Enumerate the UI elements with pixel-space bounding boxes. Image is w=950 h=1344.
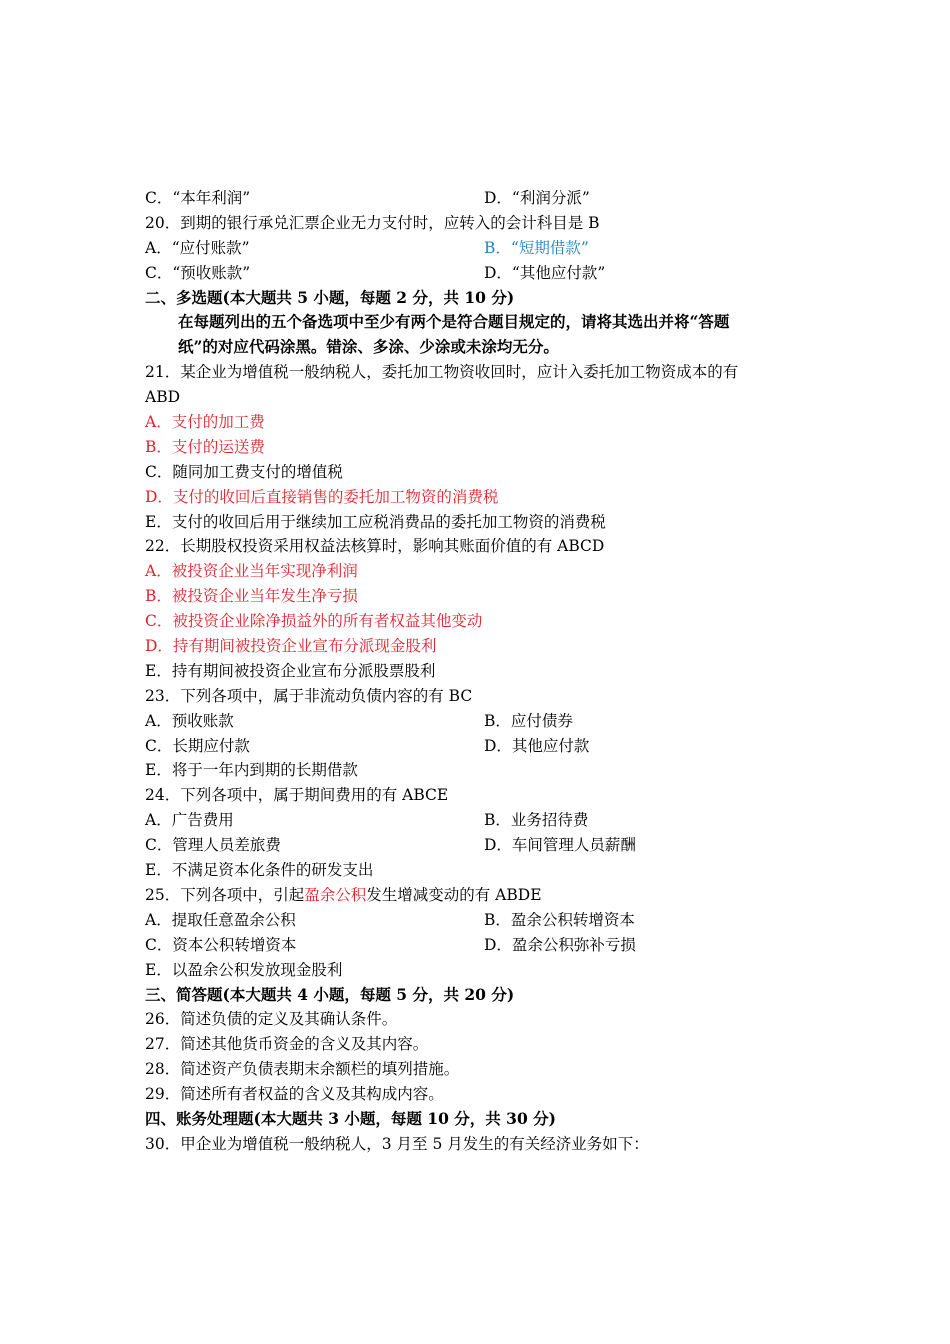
option-b-answer: B．被投资企业当年发生净亏损 [145, 587, 358, 606]
option-d: D．盈余公积弥补亏损 [484, 935, 636, 954]
question-30: 30．甲企业为增值税一般纳税人，3 月至 5 月发生的有关经济业务如下： [145, 1134, 649, 1153]
question-25-prefix: 25．下列各项中，引起 [145, 885, 305, 904]
section-heading: 三、简答题(本大题共 4 小题，每题 5 分，共 20 分) [145, 984, 515, 1004]
option-c-answer: C．被投资企业除净损益外的所有者权益其他变动 [145, 612, 483, 631]
option-d: D．“其他应付款” [484, 263, 606, 282]
option-d-answer: D．支付的收回后直接销售的委托加工物资的消费税 [145, 487, 499, 506]
option-d: D．其他应付款 [484, 736, 590, 755]
option-a: A．“应付账款” [145, 238, 250, 257]
option-a-answer: A．被投资企业当年实现净利润 [145, 562, 358, 581]
option-a: A．广告费用 [145, 811, 234, 830]
option-e: E．以盈余公积发放现金股利 [145, 960, 343, 979]
question-29: 29．简述所有者权益的含义及其构成内容。 [145, 1085, 444, 1104]
option-e: E．持有期间被投资企业宣布分派股票股利 [145, 661, 436, 680]
options-row [145, 908, 810, 933]
option-b: B．盈余公积转增资本 [484, 910, 635, 929]
option-c: C．随同加工费支付的增值税 [145, 462, 343, 481]
question-28: 28．简述资产负债表期末余额栏的填列措施。 [145, 1060, 460, 1079]
option-d-answer: D．持有期间被投资企业宣布分派现金股利 [145, 637, 437, 656]
option-a: A．预收账款 [145, 711, 234, 730]
options-row [145, 186, 810, 211]
question-20: 20．到期的银行承兑汇票企业无力支付时，应转入的会计科目是 B [145, 213, 600, 232]
option-c: C．“本年利润” [145, 189, 251, 207]
options-row [145, 709, 810, 734]
section-instruction: 在每题列出的五个备选项中至少有两个是符合题目规定的，请将其选出并将“答题 [178, 312, 730, 332]
question-25-suffix: 发生增减变动的有 ABDE [366, 885, 542, 904]
option-a: A．提取任意盈余公积 [145, 910, 296, 929]
option-a-answer: A．支付的加工费 [145, 413, 265, 432]
option-b: B．应付债券 [484, 711, 573, 730]
option-e: E．不满足资本化条件的研发支出 [145, 861, 374, 880]
section-instruction: 纸”的对应代码涂黑。错涂、多涂、少涂或未涂均无分。 [178, 337, 559, 357]
option-b: B．业务招待费 [484, 811, 589, 830]
option-d: D．车间管理人员薪酬 [484, 836, 636, 855]
option-c: C．管理人员差旅费 [145, 836, 281, 855]
question-26: 26．简述负债的定义及其确认条件。 [145, 1010, 398, 1029]
options-row [145, 808, 810, 833]
question-23: 23．下列各项中，属于非流动负债内容的有 BC [145, 686, 473, 705]
question-27: 27．简述其他货币资金的含义及其内容。 [145, 1035, 429, 1054]
question-22: 22．长期股权投资采用权益法核算时，影响其账面价值的有 ABCD [145, 537, 605, 556]
exam-page [145, 186, 810, 1157]
question-21-answer: ABD [145, 388, 181, 407]
question-24: 24．下列各项中，属于期间费用的有 ABCE [145, 786, 449, 805]
option-e: E．将于一年内到期的长期借款 [145, 761, 358, 780]
option-c: C．长期应付款 [145, 736, 250, 755]
options-row [145, 933, 810, 958]
options-row [145, 236, 810, 261]
option-b-answer: B．“短期借款” [484, 238, 589, 257]
option-e: E．支付的收回后用于继续加工应税消费品的委托加工物资的消费税 [145, 512, 606, 531]
options-row [145, 261, 810, 286]
option-c: C．“预收账款” [145, 263, 251, 282]
option-b-answer: B．支付的运送费 [145, 437, 265, 456]
options-row [145, 833, 810, 858]
options-row [145, 734, 810, 759]
question-21: 21．某企业为增值税一般纳税人，委托加工物资收回时，应计入委托加工物资成本的有 [145, 363, 739, 382]
section-heading: 四、账务处理题(本大题共 3 小题，每题 10 分，共 30 分) [145, 1108, 556, 1128]
option-d: D．“利润分派” [484, 189, 590, 207]
question-25 [145, 883, 810, 908]
option-c: C．资本公积转增资本 [145, 935, 297, 954]
question-25-keyword: 盈余公积 [304, 885, 367, 904]
section-heading: 二、多选题(本大题共 5 小题，每题 2 分，共 10 分) [145, 287, 515, 307]
